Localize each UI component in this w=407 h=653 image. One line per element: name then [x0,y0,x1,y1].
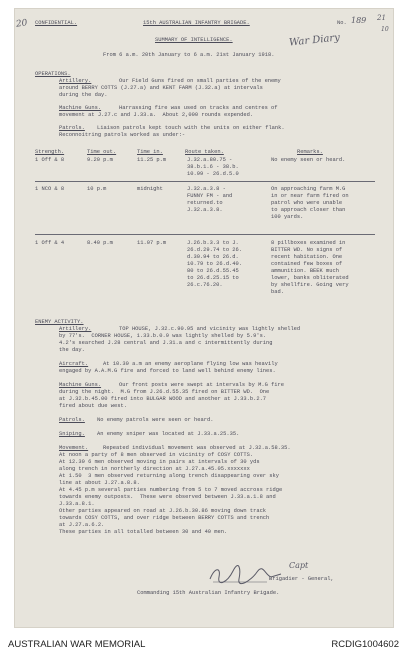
row2-route-2: FUNNY FM - and [187,193,233,199]
row2-remarks-2: in or near farm fired on [271,193,349,199]
number-label: No. [337,20,347,26]
row-divider [35,234,375,235]
row3-remarks-2: BITTER WD. No signs of [271,247,343,253]
row3-remarks-8: bad. [271,289,284,295]
row3-remarks-1: 8 pillboxes examined in [271,240,346,246]
row2-time-in: midnight [137,186,163,192]
period-line: From 6 a.m. 20th January to 6 a.m. 21st January 1918. [103,52,275,58]
ops-patrols-line-2: Reconnoitring patrols worked as under:- [59,132,186,138]
row1-route-1: J.32.a.80.75 - [187,157,233,163]
ea-aircraft-line-1: At 10.30 a.m an enemy aeroplane flying low was heavily [103,361,278,367]
col-strength: Strength. [35,149,65,155]
col-time-in: Time in. [137,149,163,155]
row2-remarks-4: to approach closer than [271,207,346,213]
row3-remarks-5: ammunition. BEEK much [271,268,339,274]
ea-artillery-line-1: TOP HOUSE, J.32.c.90.95 and vicinity was lightly shelled [119,326,301,332]
corner-mark-2: 10 [381,26,389,33]
row1-route-2: 38.b.1.6 - 38.b. [187,164,239,170]
ea-movement-label: Movement. [59,445,89,451]
row-divider [35,181,375,182]
ea-mg-line-2: during the night. M.G from J.26.d.55.35 fired on BITTER WD. One [59,389,270,395]
row2-strength: 1 NCO & 8 [35,186,65,192]
row3-remarks-6: lower, banks obliterated [271,275,349,281]
ea-movement-line-4: along trench in northerly direction at J.27.a.45.05.xxxxxxx [59,466,250,472]
page-number-handwritten: 20 [15,18,29,30]
signature-handwritten [207,563,287,587]
row1-time-out: 9.20 p.m [87,157,113,163]
ea-mg-line-4: fired about due west. [59,403,127,409]
row2-route-4: J.32.a.3.8. [187,207,223,213]
row3-remarks-7: by shellfire. Going very [271,282,349,288]
ops-mg-label: Machine Guns. [59,105,102,111]
ops-patrols-line-1: Liaison patrols kept touch with the units on either flank. [97,125,285,131]
ops-artillery-label: Artillery. [59,78,92,84]
row3-route-6: to 26.d.25.15 to [187,275,239,281]
ea-movement-line-13: These parties in all totalled between 30 and 40 men. [59,529,228,535]
ea-movement-line-6: line at about J.27.a.8.8. [59,480,140,486]
row3-time-out: 8.40 p.m [87,240,113,246]
row1-time-in: 11.25 p.m [137,157,167,163]
row1-strength: 1 Off & 8 [35,157,65,163]
row3-strength: 1 Off & 4 [35,240,65,246]
col-remarks: Remarks. [297,149,323,155]
ops-artillery-line-3: during the day. [59,92,108,98]
ea-movement-line-3: At 12.30 6 men observed moving in pairs at intervals of 30 yds [59,459,260,465]
signature-line-1: Brigadier - General, [269,576,334,582]
ea-aircraft-line-2: engaged by A.A.M.G fire and forced to land well behind enemy lines. [59,368,276,374]
brigade-title: 15th AUSTRALIAN INFANTRY BRIGADE. [143,20,250,26]
col-route: Route taken. [185,149,224,155]
row2-remarks-5: 100 yards. [271,214,304,220]
ea-movement-line-12: at J.27.a.6.2. [59,522,105,528]
row3-route-4: 10.79 to 26.d.40. [187,261,242,267]
summary-title: SUMMARY OF INTELLIGENCE. [155,37,233,43]
ea-patrols-label: Patrols. [59,417,85,423]
ea-sniping-label: Sniping. [59,431,85,437]
row3-route-3: d.30.94 to 26.d. [187,254,239,260]
operations-heading: OPERATIONS. [35,71,71,77]
ea-movement-line-5: At 1.50 3 men observed returning along trench disappearing over sky [59,473,279,479]
ea-mg-line-3: at J.32.b.45.00 fired into BULGAR WOOD and another at J.33.b.2.7 [59,396,267,402]
archive-footer [0,633,407,653]
ea-mg-label: Machine Guns. [59,382,102,388]
row1-remarks-1: No enemy seen or heard. [271,157,346,163]
row3-route-5: 80 to 26.d.55.45 [187,268,239,274]
ea-artillery-line-2: by 77's. CORNER HOUSE, 1.33.b.0.9 was lightly shelled by 5.9's. [59,333,267,339]
row2-route-3: returned.to [187,200,223,206]
ea-movement-line-8: towards enemy outposts. These were observed between J.33.a.1.8 and [59,494,276,500]
row3-route-2: 26.d.29.74 to 26. [187,247,242,253]
ops-mg-line-2: movement at J.27.c and J.33.a. About 2,000 rounds expended. [59,112,254,118]
ops-artillery-line-1: Our Field Guns fired on small parties of the enemy [119,78,281,84]
row2-remarks-3: patrol who were unable [271,200,343,206]
ea-movement-line-7: At 4.45 p.m several parties numbering from 5 to 7 moved accross ridge [59,487,283,493]
ea-movement-line-11: towards COSY COTTS, and over ridge between BERRY COTTS and trench [59,515,270,521]
footer-reference: RCDIG1004602 [331,639,399,650]
document-sheet [14,8,394,628]
confidential-label: CONFIDENTIAL. [35,20,78,26]
ea-sniping-text: An enemy sniper was located at J.33.a.25.35. [97,431,240,437]
ea-artillery-line-3: 4.2's searched J.28 central and J.31.a and c intermittently during [59,340,273,346]
row2-time-out: 10 p.m [87,186,107,192]
row2-route-1: J.32.a.3.8 - [187,186,226,192]
ops-artillery-line-2: around BERRY COTTS (J.27.a) and KENT FARM (J.32.a) at intervals [59,85,263,91]
ea-mg-line-1: Our front posts were swept at intervals by M.G fire [119,382,284,388]
ops-mg-line-1: Harrassing fire was used on tracks and centres of [119,105,278,111]
ops-patrols-label: Patrols. [59,125,85,131]
ea-artillery-line-4: the day. [59,347,85,353]
row3-remarks-4: contained few boxes of [271,261,343,267]
row1-route-3: 10.99 - 26.d.5.0 [187,171,239,177]
ea-aircraft-label: Aircraft. [59,361,89,367]
corner-mark-1: 21 [377,14,386,22]
ea-movement-line-10: Other parties appeared on road at J.26.b.30.86 moving down track [59,508,267,514]
row3-route-1: J.26.b.3.3 to J. [187,240,239,246]
row2-remarks-1: On approaching farm M.G [271,186,346,192]
war-diary-handwritten: War Diary [288,32,341,49]
row3-route-7: 26.c.76.20. [187,282,223,288]
ea-movement-line-9: J.33.a.8.1. [59,501,95,507]
row3-time-in: 11.07 p.m [137,240,167,246]
row3-remarks-3: recent habitation. One [271,254,343,260]
ea-artillery-label: Artillery. [59,326,92,332]
ea-movement-line-2: At noon a party of 8 men observed in vicinity of COSY COTTS. [59,452,254,458]
footer-source: AUSTRALIAN WAR MEMORIAL [8,639,146,650]
col-time-out: Time out. [87,149,117,155]
enemy-activity-heading: ENEMY ACTIVITY. [35,319,84,325]
ea-patrols-text: No enemy patrols were seen or heard. [97,417,214,423]
number-value-handwritten: 189 [351,16,367,25]
capt-handwritten: Capt [289,561,309,570]
ea-movement-line-1: Repeated individual movement was observed at J.32.a.58.35. [103,445,291,451]
signature-line-2: Commanding 15th Australian Infantry Brigade. [137,590,280,596]
